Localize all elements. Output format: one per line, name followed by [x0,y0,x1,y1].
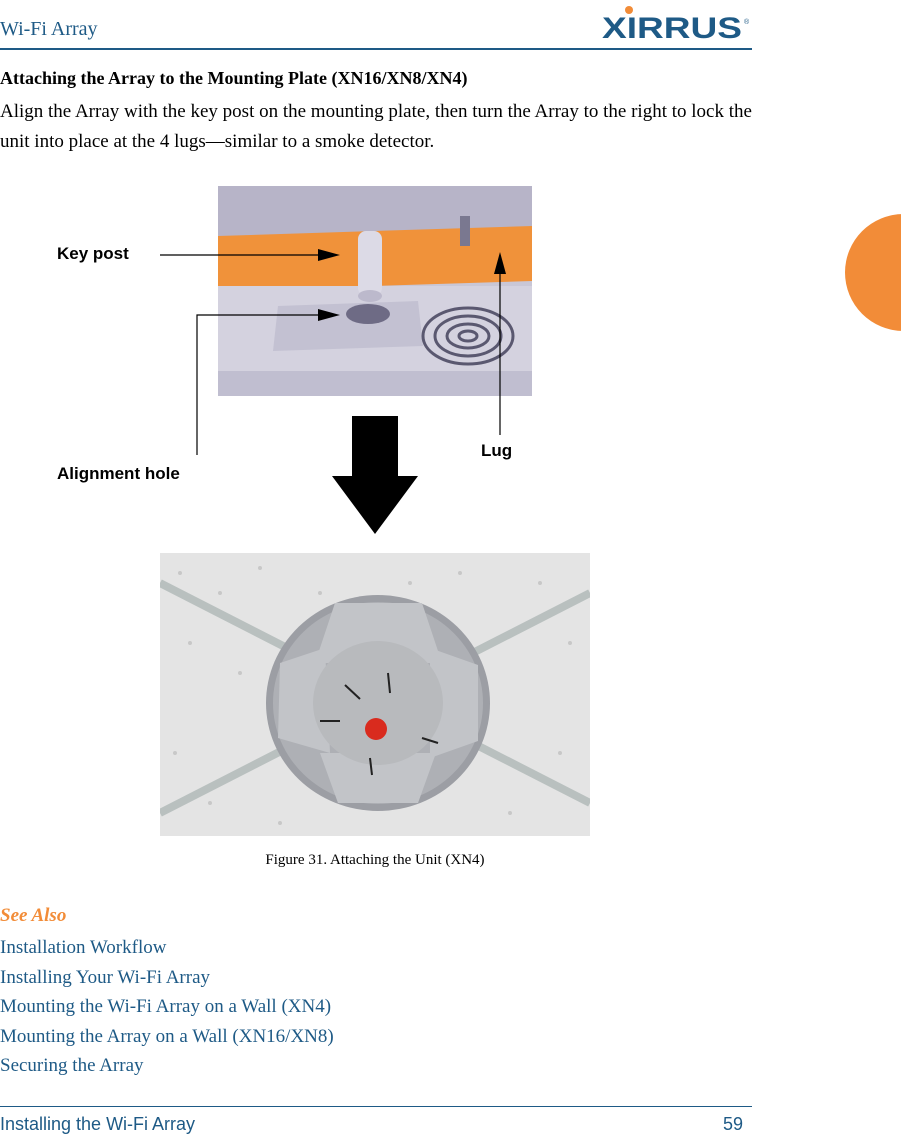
callout-key-post: Key post [57,244,129,263]
body-paragraph: Align the Array with the key post on the mounting plate, then turn the Array to the right to lock the unit into place at the 4 lugs—similar to a smoke detector. [0,101,752,152]
figure-caption: Figure 31. Attaching the Unit (XN4) [265,852,485,868]
see-also-link-installing-array[interactable]: Installing Your Wi-Fi Array [0,966,211,988]
see-also-list [0,933,334,1081]
section-title: Attaching the Array to the Mounting Plate (XN16/XN8/XN4) [0,68,468,88]
see-also-link-installation-workflow[interactable]: Installation Workflow [0,937,167,958]
logo-text: XIRRUS [602,12,742,42]
see-also-link-mounting-wall-xn16-xn8[interactable]: Mounting the Array on a Wall (XN16/XN8) [0,1025,334,1047]
callout-lug: Lug [481,441,513,460]
footer-rule [0,1106,752,1107]
page-number: 59 [723,1114,744,1134]
see-also-link-securing-array[interactable]: Securing the Array [0,1055,144,1076]
header-title: Wi-Fi Array [0,18,98,40]
svg-text:®: ® [744,19,750,26]
see-also-heading: See Also [0,905,67,926]
callout-alignment-hole: Alignment hole [57,464,180,483]
see-also-link-mounting-wall-xn4[interactable]: Mounting the Wi-Fi Array on a Wall (XN4) [0,996,332,1017]
footer-chapter-title: Installing the Wi-Fi Array [0,1114,196,1134]
